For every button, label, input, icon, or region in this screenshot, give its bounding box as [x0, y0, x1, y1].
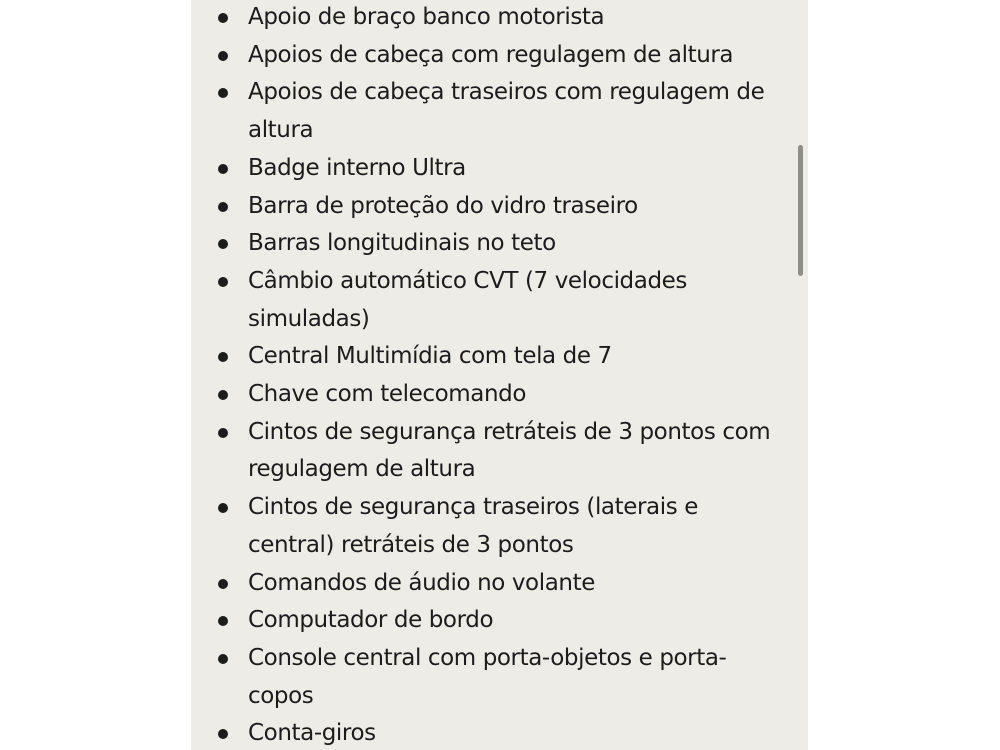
feature-text: Computador de bordo	[248, 607, 494, 634]
list-item	[191, 640, 791, 715]
feature-text: Barras longitudinais no teto	[248, 230, 556, 257]
features-panel	[191, 0, 808, 750]
bullet-icon	[218, 352, 228, 362]
feature-list	[191, 0, 791, 750]
feature-text: Barra de proteção do vidro traseiro	[248, 192, 638, 219]
bullet-icon	[218, 428, 228, 438]
bullet-icon	[218, 729, 228, 739]
list-item	[191, 489, 791, 564]
bullet-icon	[218, 202, 228, 212]
list-item	[191, 37, 791, 75]
scrollbar-thumb[interactable]	[798, 145, 803, 276]
bullet-icon	[218, 239, 228, 249]
list-item	[191, 263, 791, 338]
feature-text: Câmbio automático CVT (7 velocidades simuladas)	[248, 267, 687, 332]
feature-text: Cintos de segurança traseiros (laterais e central) retráteis de 3 pontos	[248, 494, 698, 558]
bullet-icon	[218, 164, 228, 174]
feature-text: Chave com telecomando	[248, 381, 527, 408]
bullet-icon	[218, 503, 228, 513]
feature-text: Console central com porta-objetos e porta-copos	[248, 644, 727, 709]
bullet-icon	[218, 277, 228, 287]
feature-text: Comandos de áudio no volante	[248, 569, 595, 596]
bullet-icon	[218, 13, 228, 23]
list-item	[191, 188, 791, 226]
feature-text: Apoios de cabeça traseiros com regulagem de altura	[248, 79, 765, 144]
list-item	[191, 225, 791, 263]
feature-text: Apoios de cabeça com regulagem de altura	[248, 41, 734, 68]
list-item	[191, 602, 791, 640]
list-item	[191, 150, 791, 188]
feature-text: Apoio de braço banco motorista	[248, 4, 605, 30]
feature-text: Cintos de segurança retráteis de 3 pontos com regulagem de altura	[248, 418, 771, 483]
bullet-icon	[218, 88, 228, 98]
feature-text: Conta-giros	[248, 720, 376, 747]
list-item	[191, 715, 791, 750]
feature-text: Central Multimídia com tela de 7	[248, 343, 612, 370]
bullet-icon	[218, 390, 228, 400]
bullet-icon	[218, 654, 228, 664]
list-item	[191, 414, 791, 489]
bullet-icon	[218, 616, 228, 626]
bullet-icon	[218, 579, 228, 589]
list-item	[191, 376, 791, 414]
list-item	[191, 338, 791, 376]
bullet-icon	[218, 51, 228, 61]
list-item	[191, 565, 791, 603]
list-item	[191, 0, 791, 37]
feature-text: Badge interno Ultra	[248, 154, 466, 181]
list-item	[191, 74, 791, 149]
